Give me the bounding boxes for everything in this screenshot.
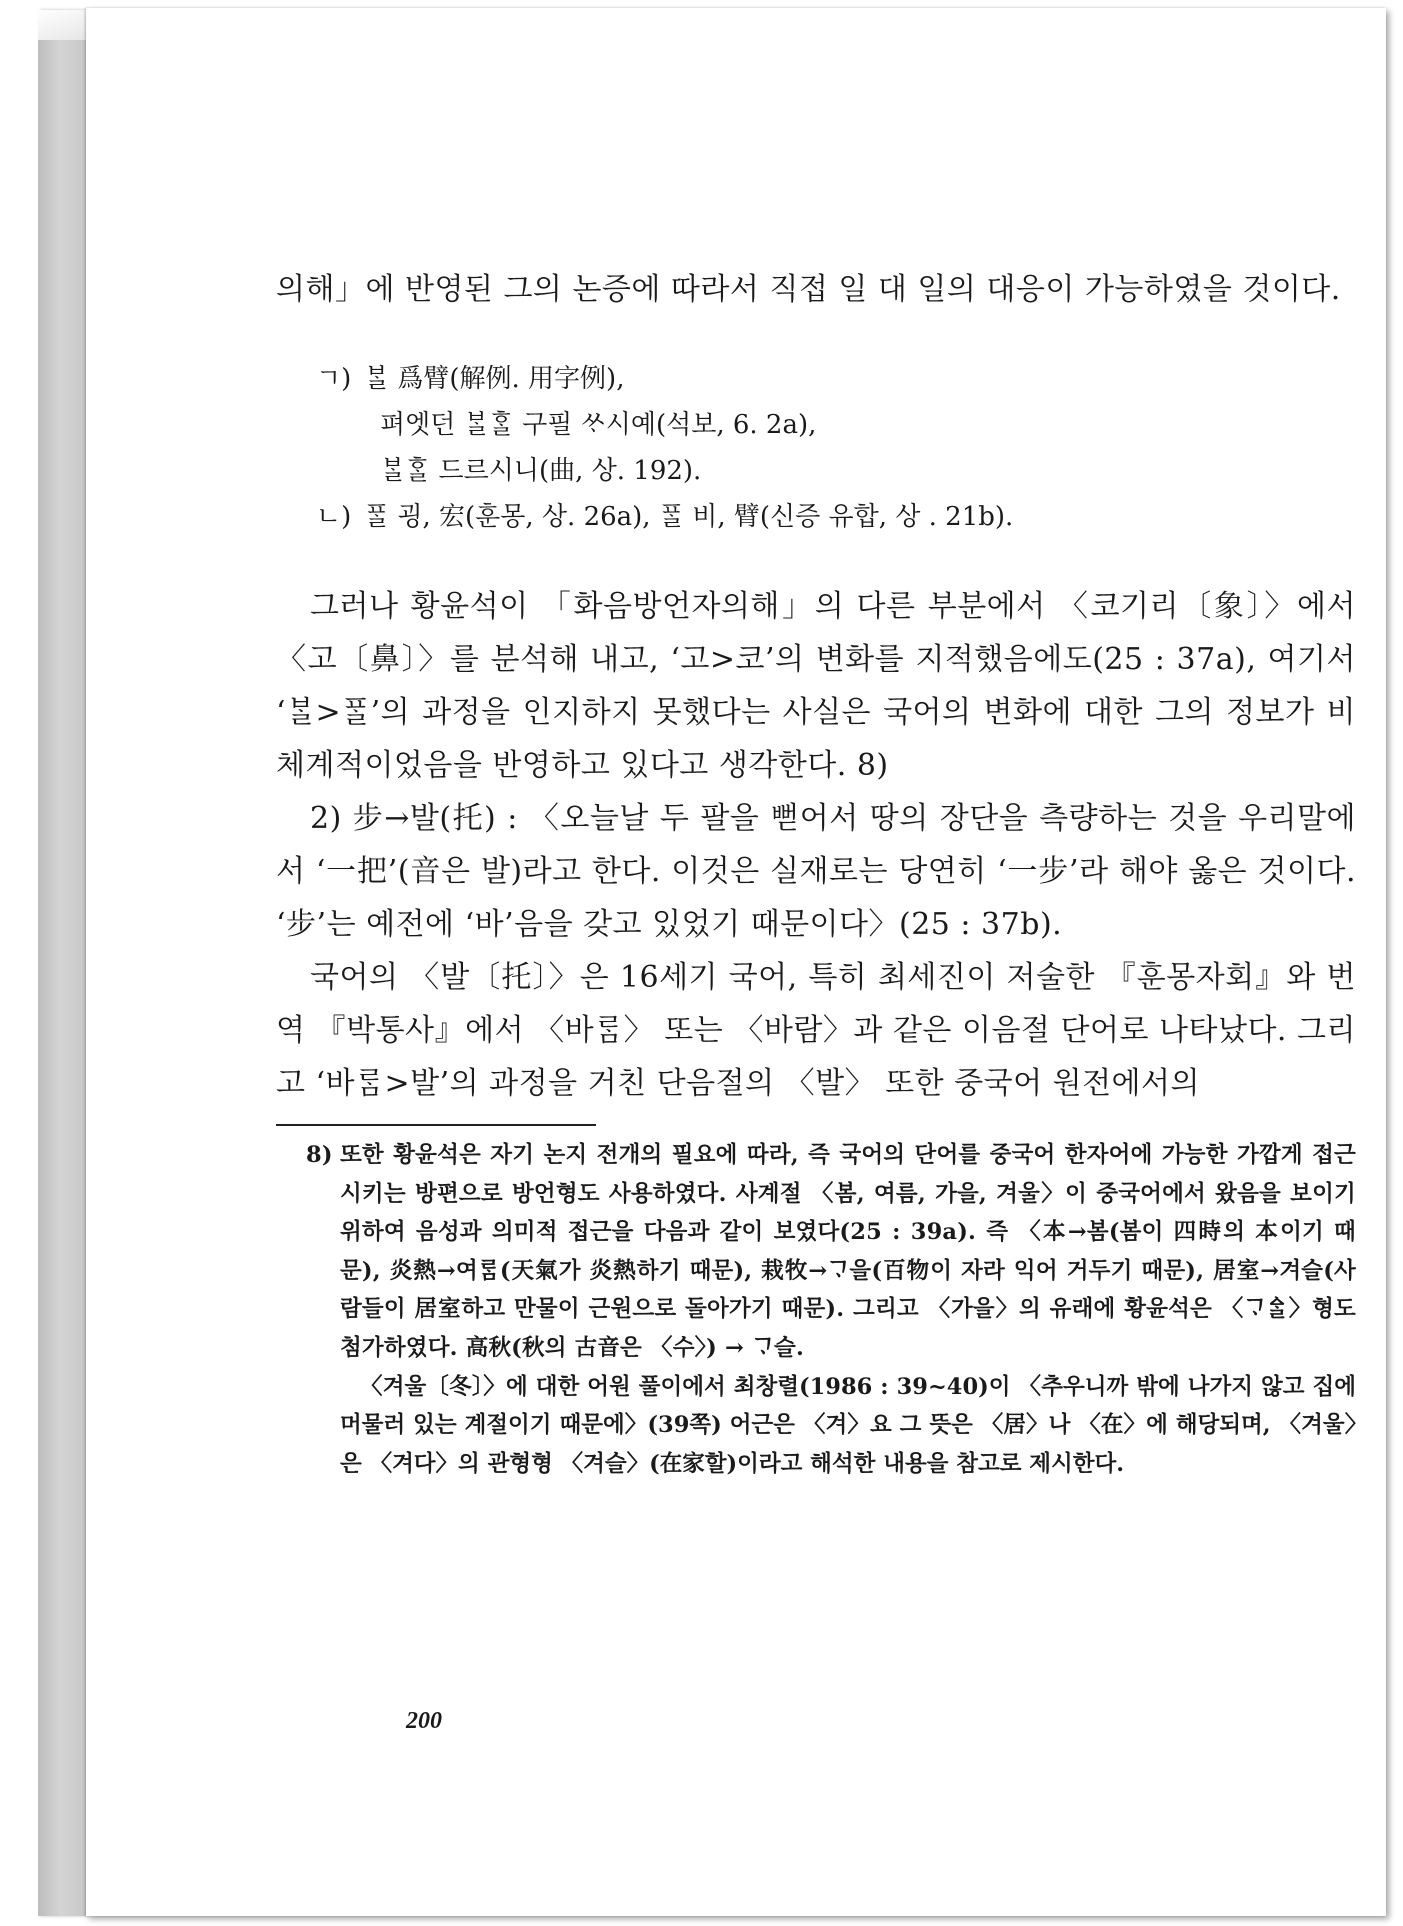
book-spine: [38, 10, 88, 1916]
example-line: [316, 494, 1356, 540]
footnote-8: [276, 1136, 1356, 1368]
footnote-text: 또한 황윤석은 자기 논지 전개의 필요에 따라, 즉 국어의 단어를 중국어 한자어에 가능한 가깝게 접근시키는 방편으로 방언형도 사용하였다. 사계절 〈봄, 여름, 가을, 겨울〉이 중국어에서 왔음을 보이기 위하여 음성과 의미적 접근을 다음과 같이 보였다(25 : 39a). 즉 〈本→봄(봄이 四時의 本이기 때문), 炎熱→여ᄅᆞᆷ(天氣가 炎熱하기 때문), 栽牧→ᄀᆞ을(百物이 자라 익어 거두기 때문), 居室→겨슬(사람들이 居室하고 만물이 근원으로 돌아가기 때문). 그리고 〈가을〉의 유래에 황윤석은 〈ᄀᆞᅀᆞᆯ〉형도 첨가하였다. 高秋(秋의 古音은 〈수〉) → ᄀᆞ슬.: [340, 1142, 1356, 1361]
paragraph-1: 그러나 황윤석이 「화음방언자의해」의 다른 부분에서 〈코기리〔象〕〉에서 〈고〔鼻〕〉를 분석해 내고, ‘고>코’의 변화를 지적했음에도(25 : 37a), 여기서 ‘ᄇᆞᆯ>ᄑᆞᆯ’의 과정을 인지하지 못했다는 사실은 국어의 변화에 대한 그의 정보가 비체계적이었음을 반영하고 있다고 생각한다. 8): [276, 589, 1356, 783]
example-text: ᄇᆞᆯᄒᆞᆯ 드르시니(曲, 상. 192).: [380, 456, 702, 486]
example-mark: ㄴ): [316, 502, 352, 532]
paragraph-intro: 의해」에 반영된 그의 논증에 따라서 직접 일 대 일의 대응이 가능하였을 것이다.: [276, 272, 1341, 307]
paragraph-3: 국어의 〈발〔托〕〉은 16세기 국어, 특히 최세진이 저술한 『훈몽자회』와 번역 『박통사』에서 〈바ᄅᆞᆷ〉 또는 〈바람〉과 같은 이음절 단어로 나타났다. 그리고 ‘바ᄅᆞᆷ>발’의 과정을 거친 단음절의 〈발〉 또한 중국어 원전에서의: [276, 960, 1356, 1101]
example-text: ᄑᆞᆯ 굉, 宏(훈몽, 상. 26a), ᄑᆞᆯ 비, 臂(신증 유합, 상 . 21b).: [364, 502, 1014, 532]
footnote-divider: [276, 1124, 596, 1126]
example-line: [316, 448, 1356, 494]
example-line: [316, 356, 1356, 402]
paragraph-2: 2) 步→발(托) : 〈오늘날 두 팔을 뻗어서 땅의 장단을 측량하는 것을 우리말에서 ‘一把’(音은 발)라고 한다. 이것은 실재로는 당연히 ‘一步’라 해야 옳은 것이다. ‘步’는 예전에 ‘바’음을 갖고 있었기 때문이다〉(25 : 37b).: [276, 801, 1356, 942]
book-spine-edge: [38, 10, 88, 40]
example-line: [316, 402, 1356, 448]
footnote-number: 8): [306, 1142, 333, 1168]
footnote-8-continuation: 〈겨울〔冬〕〉에 대한 어원 풀이에서 최창렬(1986 : 39~40)이 〈추우니까 밖에 나가지 않고 집에 머물러 있는 계절이기 때문에〉(39쪽) 어근은 〈겨〉요 그 뜻은 〈居〉나 〈在〉에 해당되며, 〈겨울〉은 〈겨다〉의 관형형 〈겨슬〉(在家할)이라고 해석한 내용을 참고로 제시한다.: [340, 1373, 1356, 1477]
page-number: 200: [406, 1708, 442, 1734]
example-list: [316, 356, 1356, 540]
example-text: ᄇᆞᆯ 爲臂(解例. 用字例),: [364, 364, 625, 394]
example-mark: ㄱ): [316, 364, 352, 394]
page-content: [276, 263, 1356, 1483]
book-page: [86, 8, 1386, 1916]
example-text: 펴엣던 ᄇᆞᆯᄒᆞᆯ 구필 ᄊᆞ시예(석보, 6. 2a),: [380, 410, 817, 440]
